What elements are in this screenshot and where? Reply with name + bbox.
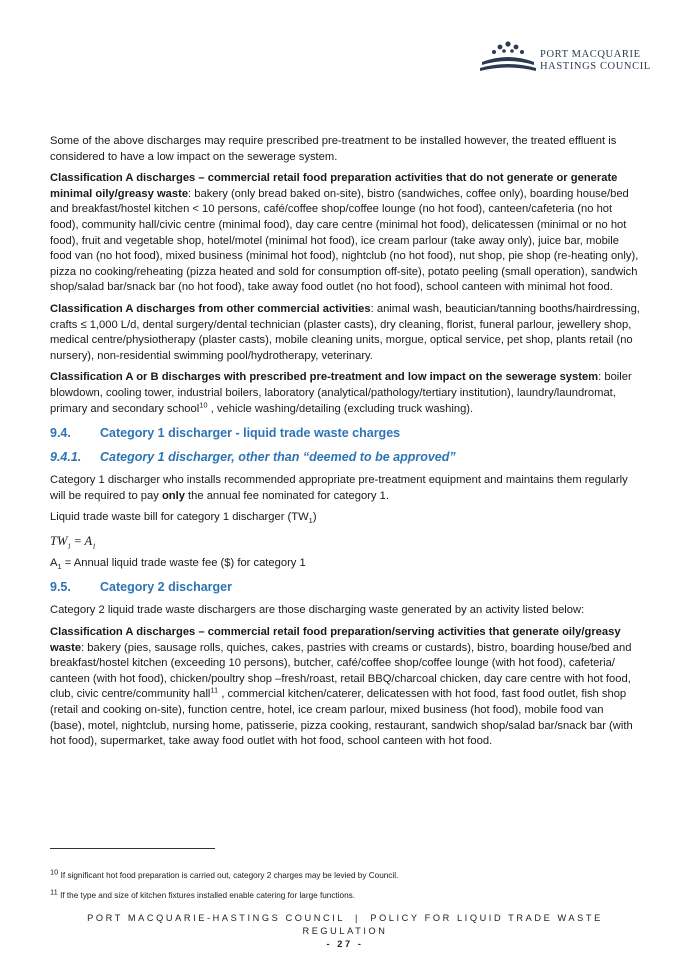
- formula-rhs: A: [84, 533, 93, 548]
- class-ab-heading: Classification A or B discharges with prescribed pre-treatment and low impact on the sewerage system: [50, 371, 599, 384]
- bill-label: [50, 510, 640, 526]
- footnote-11: [50, 887, 355, 901]
- council-logo: [478, 38, 651, 78]
- section-9-4-heading: [50, 425, 640, 441]
- footer-title-line-2: REGULATION: [302, 926, 388, 936]
- logo-line-2: HASTINGS COUNCIL: [540, 61, 651, 72]
- footnote-divider: [50, 848, 215, 849]
- section-9-4-number: 9.4.: [50, 426, 71, 441]
- class-a-oily-text-a: : bakery (pies, sausage rolls, quiches, cakes, pastries with creams or custards), bistro, boarding house/bed and breakfast/hostel kitchen (exceeding 10 persons), butcher, café/coffee shop/coffee lounge (with hot food), cafeteria/ canteen (with hot food), chicken/poultry shop –fresh/roast, retail BBQ/charcoal chicken, day care centre with hot food, club, civic centre/community hall: [50, 641, 632, 701]
- footnote-10-text: If significant hot food preparation is carried out, category 2 charges may be levied by Council.: [58, 871, 399, 880]
- section-9-5-heading: [50, 579, 640, 595]
- fee-definition-sub: 1: [57, 562, 62, 572]
- section-9-4-title: Category 1 discharger - liquid trade waste charges: [100, 426, 401, 441]
- logo-line-1: PORT MACQUARIE: [540, 49, 641, 60]
- formula-rhs-sub: 1: [92, 541, 96, 551]
- section-9-4-1-number: 9.4.1.: [50, 450, 82, 465]
- class-a-food-paragraph: [50, 171, 640, 296]
- class-a-food-heading: Classification A discharges – commercial retail food preparation activities that do not generate or generate minimal oily/greasy waste: [50, 172, 618, 200]
- class-ab-text: : boiler blowdown, cooling tower, industrial boilers, laboratory (analytical/pathology/tertiary institution), laundry/laundromat, primary and secondary school: [50, 371, 632, 415]
- fee-definition-symbol: A: [50, 556, 58, 569]
- bill-label-text: Liquid trade waste bill for category 1 discharger (TW: [50, 511, 309, 524]
- class-ab-paragraph: [50, 370, 640, 417]
- council-logo-icon: [478, 38, 538, 78]
- bill-label-close: ): [312, 511, 317, 524]
- class-a-commercial-heading: Classification A discharges from other commercial activities: [50, 302, 371, 315]
- page-content: [50, 134, 640, 756]
- formula-lhs-sub: 1: [67, 541, 72, 551]
- section-9-5-title: Category 2 discharger: [100, 580, 232, 595]
- class-a-commercial-text: : animal wash, beautician/tanning booths/hairdressing, crafts ≤ 1,000 L/d, dental surgery/dental technician (plaster casts), dry cleaning, florist, funeral parlour, jewellery shop, medical centre/physiotherapy (plaster casts), mobile cleaning units, morgue, optical service, pet shop, plants retail (no nursery), non-residential swimming pool/hydrotherapy, veterinary.: [50, 302, 640, 362]
- footnote-10-number: 10: [50, 867, 59, 877]
- section-9-5-number: 9.5.: [50, 580, 71, 595]
- category-1-emphasis: only: [161, 489, 185, 502]
- section-9-4-1-title: Category 1 discharger, other than “deemed to be approved”: [100, 450, 456, 465]
- class-ab-tail: , vehicle washing/detailing (excluding truck washing).: [207, 402, 474, 415]
- class-a-food-text: : bakery (only bread baked on-site), bistro (sandwiches, coffee only), boarding house/bed and breakfast/hostel kitchen < 10 persons, café/coffee shop/coffee lounge (no hot food), canteen/cafeteria (no hot food), community hall/civic centre (minimal food), day care centre (minimal hot food), delicatessen (minimal or no hot food), fruit and vegetable shop, hotel/motel (minimal hot food), ice cream parlour (take away only), juice bar, mobile food van (no hot food), mixed business (minimal hot food), nightclub (no hot food), nut shop, pie shop (re-heating only), pizza no cooking/reheating (pizza heated and sold for consumption off-site), potato peeling (small operation), sandwich shop/salad bar/snack bar (no hot food), take away food outlet (no hot food), school canteen with minimal hot food.: [50, 187, 639, 294]
- page-number: - 27 -: [326, 939, 364, 949]
- formula-equals: =: [71, 533, 85, 548]
- intro-paragraph: Some of the above discharges may require prescribed pre-treatment to be installed however, the treated effluent is considered to have a low impact on the sewerage system.: [50, 135, 617, 163]
- bill-label-sub: 1: [308, 516, 313, 526]
- fee-definition: [50, 556, 640, 572]
- footnote-11-text: If the type and size of kitchen fixtures installed enable catering for large functions.: [57, 891, 355, 900]
- category-1-text-c: the annual fee nominated for category 1.: [184, 489, 389, 502]
- category-2-intro: Category 2 liquid trade waste dischargers are those discharging waste generated by an activity listed below:: [50, 604, 585, 617]
- formula-lhs: TW: [50, 533, 68, 548]
- footnote-10: [50, 867, 399, 881]
- formula: [50, 532, 640, 550]
- category-1-paragraph: [50, 473, 640, 504]
- class-a-oily-text-b: , commercial kitchen/caterer, delicatessen with hot food, fast food outlet, fish shop (retail and cooking on-site), function centre, hotel, ice cream parlour, mixed business (hot food), mobile food van (base), motel, nightclub, nursing home, patisserie, pizza cooking, restaurant, sandwich shop/salad bar/snack bar (with hot food), supermarket, take away food outlet with hot food, school canteen with hot food.: [50, 688, 633, 748]
- class-a-commercial-paragraph: [50, 302, 640, 364]
- footnote-ref-11[interactable]: 11: [210, 685, 219, 695]
- page-footer: [50, 912, 640, 951]
- section-9-4-1-heading: [50, 449, 640, 465]
- class-a-oily-paragraph: [50, 625, 640, 750]
- fee-definition-text: = Annual liquid trade waste fee ($) for category 1: [61, 556, 306, 569]
- class-a-oily-heading: Classification A discharges – commercial retail food preparation/serving activities that generate oily/greasy waste: [50, 626, 621, 654]
- category-1-text-a: Category 1 discharger who installs recommended appropriate pre-treatment equipment and maintains them regularly will be required to pay: [50, 474, 628, 502]
- footnote-ref-10[interactable]: 10: [199, 399, 208, 409]
- footer-title-line-1: PORT MACQUARIE-HASTINGS COUNCIL | POLICY FOR LIQUID TRADE WASTE: [87, 913, 603, 923]
- footnote-11-number: 11: [50, 887, 58, 897]
